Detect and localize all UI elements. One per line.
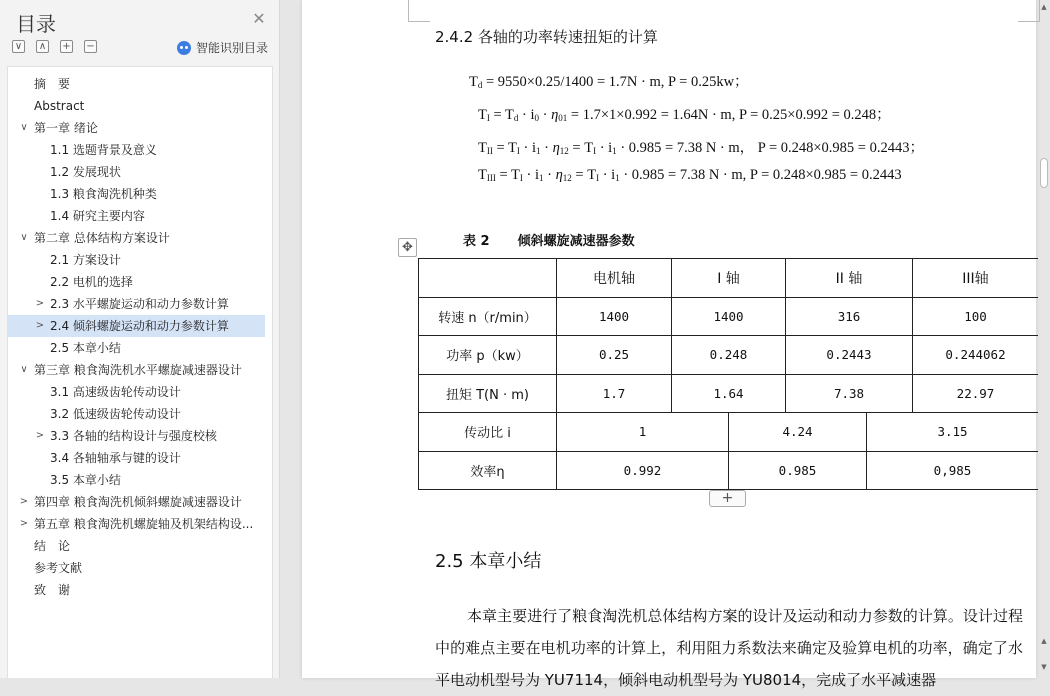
- toc-item[interactable]: [8, 95, 272, 117]
- add-heading-icon[interactable]: +: [60, 40, 73, 53]
- toc-list: [8, 67, 272, 601]
- toc-item-label: 2.5 本章小结: [50, 341, 121, 355]
- toc-item[interactable]: [8, 271, 272, 293]
- toc-item[interactable]: [8, 491, 272, 513]
- table-cell[interactable]: 3.15: [866, 412, 1038, 451]
- toc-item-label: 2.4 倾斜螺旋运动和动力参数计算: [50, 319, 229, 333]
- table-row-header[interactable]: 转速 n（r/min）: [418, 297, 556, 336]
- toc-item[interactable]: [8, 403, 272, 425]
- close-icon[interactable]: ✕: [252, 9, 266, 28]
- table-caption-title: 倾斜螺旋减速器参数: [517, 234, 635, 249]
- toc-item-label: 参考文献: [34, 561, 83, 575]
- toc-item-label: 3.4 各轴轴承与键的设计: [50, 451, 181, 465]
- toc-item[interactable]: [8, 117, 272, 139]
- scroll-up-icon[interactable]: ▲: [1041, 3, 1047, 11]
- toc-item[interactable]: [8, 205, 272, 227]
- table-caption-number: 表 2: [463, 234, 490, 249]
- chevron-right-icon[interactable]: >: [35, 298, 45, 309]
- toc-sidebar: [0, 0, 280, 678]
- table-header-cell[interactable]: 电机轴: [556, 258, 671, 297]
- body-paragraph: 本章主要进行了粮食淘洗机总体结构方案的设计及运动和动力参数的计算。设计过程中的难点主要在电机功率的计算上，利用阻力系数法来确定及验算电机的功率，确定了水平电动机型号为 YU7114，倾斜电动机型号为 YU8014，完成了水平减速器: [435, 607, 1023, 689]
- table-cell[interactable]: 1.7: [556, 374, 671, 413]
- table-cell[interactable]: 22.97: [912, 374, 1038, 413]
- toc-item[interactable]: [8, 425, 272, 447]
- formula-line: $T_{II} = T_I \cdot i_1 \cdot \eta_{12} = T_I \cdot i_1 \cdot 0.985 = 7.38$ N · m， P = 0.248×0.985 = 0.2443；: [478, 140, 924, 156]
- margin-marker: [408, 0, 430, 22]
- table-cell[interactable]: 100: [912, 297, 1038, 336]
- add-row-button[interactable]: +: [709, 490, 746, 507]
- toc-toolbar: [12, 40, 97, 53]
- toc-item[interactable]: [8, 337, 272, 359]
- table-header-cell[interactable]: I 轴: [671, 258, 785, 297]
- toc-item-label: 1.3 粮食淘洗机种类: [50, 187, 157, 201]
- toc-item[interactable]: [8, 447, 272, 469]
- toc-item-label: 致 谢: [34, 583, 71, 597]
- remove-heading-icon[interactable]: −: [84, 40, 97, 53]
- toc-item[interactable]: [8, 359, 272, 381]
- toc-item-label: Abstract: [34, 99, 85, 113]
- toc-item[interactable]: [8, 381, 272, 403]
- expand-all-icon[interactable]: ∧: [36, 40, 49, 53]
- collapse-all-icon[interactable]: ∨: [12, 40, 25, 53]
- section-heading: 2.4.2 各轴的功率转速扭矩的计算: [435, 28, 658, 46]
- table-cell[interactable]: 0.992: [556, 451, 728, 490]
- formula-line: $T_I = T_d \cdot i_0 \cdot \eta_{01} = 1.7\times 1\times 0.992 = 1.64N \cdot m$, P = 0.25×0.992 = 0.248；: [478, 107, 891, 123]
- toc-item-label: 第四章 粮食淘洗机倾斜螺旋减速器设计: [34, 495, 242, 509]
- toc-item-label: 3.1 高速级齿轮传动设计: [50, 385, 181, 399]
- smart-toc-button[interactable]: [177, 39, 268, 56]
- table-cell[interactable]: 0.2443: [785, 335, 912, 374]
- chevron-right-icon[interactable]: >: [35, 320, 45, 331]
- toc-item[interactable]: [8, 535, 272, 557]
- vertical-scrollbar[interactable]: [1038, 0, 1050, 678]
- smart-toc-label: 智能识别目录: [196, 41, 269, 55]
- toc-item-label: 1.1 选题背景及意义: [50, 143, 157, 157]
- table-cell[interactable]: 1: [556, 412, 728, 451]
- scroll-up-icon[interactable]: ▲: [1041, 637, 1047, 645]
- table-header-cell[interactable]: [418, 258, 556, 297]
- toc-item[interactable]: [8, 315, 265, 337]
- toc-item-label: 2.1 方案设计: [50, 253, 121, 267]
- toc-item[interactable]: [8, 227, 272, 249]
- chevron-down-icon[interactable]: ∨: [20, 232, 28, 243]
- toc-item-label: 3.3 各轴的结构设计与强度校核: [50, 429, 217, 443]
- parameter-table[interactable]: [418, 258, 1038, 489]
- table-cell[interactable]: 1.64: [671, 374, 785, 413]
- toc-title: 目录: [16, 12, 56, 36]
- toc-item-label: 3.5 本章小结: [50, 473, 121, 487]
- formula-line: $T_{III} = T_I \cdot i_1 \cdot \eta_{12} = T_I \cdot i_1 \cdot 0.985 = 7.38$ N · m, P = 0.248×0.985 = 0.2443: [478, 167, 902, 183]
- toc-item-label: 第五章 粮食淘洗机螺旋轴及机架结构设...: [34, 517, 254, 531]
- table-row-header[interactable]: 扭矩 T(N · m): [418, 374, 556, 413]
- chevron-right-icon[interactable]: >: [19, 496, 29, 507]
- toc-panel: [7, 66, 273, 678]
- toc-item[interactable]: [8, 249, 272, 271]
- table-row-header[interactable]: 功率 p（kw）: [418, 335, 556, 374]
- scroll-down-icon[interactable]: ▼: [1041, 663, 1047, 671]
- subsection-heading: 2.5 本章小结: [435, 551, 542, 572]
- toc-item-label: 第一章 绪论: [34, 121, 98, 135]
- chevron-down-icon[interactable]: ∨: [20, 364, 28, 375]
- robot-icon: [177, 41, 191, 55]
- toc-item-label: 摘 要: [34, 77, 71, 91]
- toc-item[interactable]: [8, 579, 272, 601]
- table-row-header[interactable]: 传动比 i: [418, 412, 556, 451]
- toc-item[interactable]: [8, 469, 272, 491]
- table-move-handle[interactable]: ✥: [398, 238, 417, 257]
- chevron-right-icon[interactable]: >: [19, 518, 29, 529]
- scroll-thumb[interactable]: [1040, 158, 1048, 188]
- table-row-header[interactable]: 效率η: [418, 451, 556, 490]
- margin-marker: [1018, 0, 1040, 22]
- table-cell[interactable]: 316: [785, 297, 912, 336]
- table-cell[interactable]: 1400: [556, 297, 671, 336]
- toc-item[interactable]: [8, 161, 272, 183]
- table-caption: [463, 230, 635, 249]
- toc-item-label: 3.2 低速级齿轮传动设计: [50, 407, 181, 421]
- toc-item-label: 第三章 粮食淘洗机水平螺旋减速器设计: [34, 363, 242, 377]
- toc-item-label: 2.3 水平螺旋运动和动力参数计算: [50, 297, 229, 311]
- chevron-right-icon[interactable]: >: [35, 430, 45, 441]
- toc-item-label: 结 论: [34, 539, 71, 553]
- table-cell[interactable]: 0,985: [866, 451, 1038, 490]
- table-header-cell[interactable]: III轴: [912, 258, 1038, 297]
- toc-item[interactable]: [8, 73, 272, 95]
- toc-item[interactable]: [8, 183, 272, 205]
- table-cell[interactable]: 0.244062: [912, 335, 1038, 374]
- toc-item[interactable]: [8, 513, 272, 535]
- toc-item[interactable]: [8, 557, 272, 579]
- table-cell[interactable]: 7.38: [785, 374, 912, 413]
- table-cell[interactable]: 0.25: [556, 335, 671, 374]
- formula-line: $T_d = 9550\times 0.25/1400 = 1.7N \cdot m$, P = 0.25kw；: [469, 74, 749, 90]
- table-header-cell[interactable]: II 轴: [785, 258, 912, 297]
- toc-item[interactable]: [8, 139, 272, 161]
- table-cell[interactable]: 1400: [671, 297, 785, 336]
- toc-item[interactable]: [8, 293, 272, 315]
- chevron-down-icon[interactable]: ∨: [20, 122, 28, 133]
- table-cell[interactable]: 4.24: [728, 412, 866, 451]
- toc-item-label: 1.2 发展现状: [50, 165, 121, 179]
- toc-item-label: 1.4 研究主要内容: [50, 209, 145, 223]
- table-cell[interactable]: 0.985: [728, 451, 866, 490]
- table-cell[interactable]: 0.248: [671, 335, 785, 374]
- toc-item-label: 第二章 总体结构方案设计: [34, 231, 170, 245]
- toc-item-label: 2.2 电机的选择: [50, 275, 133, 289]
